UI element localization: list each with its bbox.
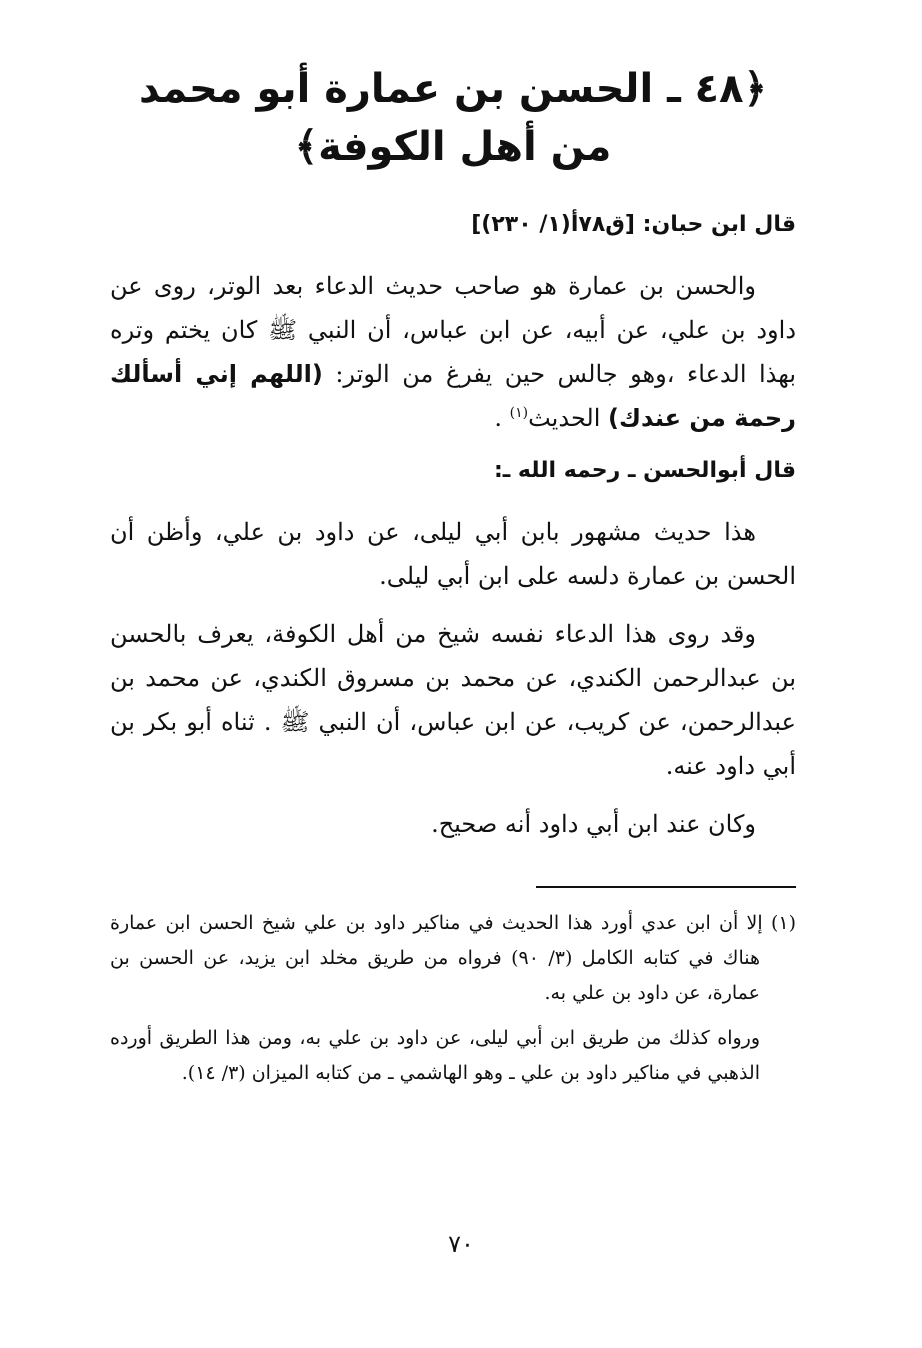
source-label: قال ابن حبان: [ق٧٨أ(١/ ٢٣٠)] [471,212,796,237]
paragraph-text: والحسن بن عمارة هو صاحب حديث الدعاء بعد الوتر، روى عن داود بن علي، عن أبيه، عن ابن عباس، أن النبي ﷺ كان يختم وتره بهذا الدعاء ،وهو جالس حين يفرغ من الوتر: [110,272,796,388]
footnote-1-continuation: ورواه كذلك من طريق ابن أبي ليلى، عن داود بن علي به، ومن هذا الطريق أورده الذهبي في مناكير داود بن علي ـ وهو الهاشمي ـ من كتابه الميزان (٣/ ١٤). [110,1027,760,1084]
page-number: ٧٠ [448,1230,474,1258]
paragraph-text: الحديث [528,404,609,432]
abulhasan-label: قال أبوالحسن ـ رحمه الله ـ: [493,458,796,483]
page-body [110,60,796,1101]
paragraph-hasan-ibn-umara [110,264,796,440]
footnote-reference[interactable]: (١) [509,405,529,421]
footnote-separator [536,886,796,888]
dua-quote: (اللهم إني أسألك رحمة من عندك) [110,360,796,432]
paragraph-kufan-shaykh: وقد روى هذا الدعاء نفسه شيخ من أهل الكوفة، يعرف بالحسن بن عبدالرحمن الكندي، عن محمد بن مسروق الكندي، عن محمد بن عبدالرحمن، عن كريب، عن ابن عباس، أن النبي ﷺ . ثناه أبو بكر بن أبي داود عنه. [110,620,796,780]
paragraph-ibn-abi-layla: هذا حديث مشهور بابن أبي ليلى، عن داود بن علي، وأظن أن الحسن بن عمارة دلسه على ابن أبي ليلى. [110,518,796,590]
entry-title: ﴿٤٨ ـ الحسن بن عمارة أبو محمد من أهل الكوفة﴾ [139,66,767,170]
footnote-1: (١) إلا أن ابن عدي أورد هذا الحديث في مناكير داود بن علي شيخ الحسن ابن عمارة هناك في كتابه الكامل (٣/ ٩٠) فرواه من طريق مخلد ابن يزيد، عن الحسن بن عمارة، عن داود بن علي به. [110,912,796,1004]
paragraph-text: . [494,404,510,432]
paragraph-sahih: وكان عند ابن أبي داود أنه صحيح. [431,810,756,838]
